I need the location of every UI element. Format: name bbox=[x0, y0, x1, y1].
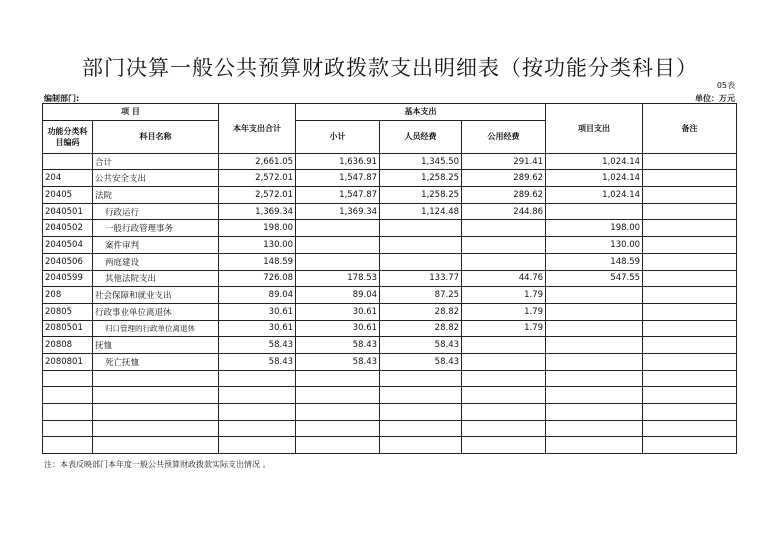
cell-name: 归口管理的行政单位离退休 bbox=[93, 320, 219, 337]
cell-project: 130.00 bbox=[546, 237, 643, 254]
cell-total bbox=[219, 420, 296, 437]
cell-project bbox=[546, 370, 643, 387]
cell-subtotal bbox=[296, 387, 380, 404]
cell-subtotal bbox=[296, 437, 380, 454]
cell-subtotal bbox=[296, 253, 380, 270]
cell-code bbox=[43, 420, 93, 437]
cell-name bbox=[93, 437, 219, 454]
cell-public bbox=[462, 237, 546, 254]
cell-project bbox=[546, 404, 643, 421]
header-total: 本年支出合计 bbox=[219, 104, 296, 154]
cell-code bbox=[43, 370, 93, 387]
cell-personnel bbox=[380, 437, 462, 454]
cell-personnel: 1,124.48 bbox=[380, 203, 462, 220]
header-subtotal: 小计 bbox=[296, 120, 380, 153]
cell-project: 547.55 bbox=[546, 270, 643, 287]
cell-personnel: 133.77 bbox=[380, 270, 462, 287]
cell-total bbox=[219, 437, 296, 454]
cell-code: 208 bbox=[43, 287, 93, 304]
table-row bbox=[43, 220, 737, 237]
cell-total: 1,369.34 bbox=[219, 203, 296, 220]
cell-code: 2080801 bbox=[43, 353, 93, 370]
expenditure-table bbox=[42, 103, 737, 454]
cell-total: 89.04 bbox=[219, 287, 296, 304]
cell-total bbox=[219, 370, 296, 387]
cell-subtotal: 1,636.91 bbox=[296, 153, 380, 170]
cell-public bbox=[462, 353, 546, 370]
cell-project: 1,024.14 bbox=[546, 170, 643, 187]
cell-code bbox=[43, 387, 93, 404]
cell-remark bbox=[643, 153, 737, 170]
cell-total: 148.59 bbox=[219, 253, 296, 270]
cell-project bbox=[546, 320, 643, 337]
page-title: 部门决算一般公共预算财政拨款支出明细表（按功能分类科目） bbox=[82, 56, 698, 80]
cell-personnel bbox=[380, 370, 462, 387]
cell-subtotal: 1,547.87 bbox=[296, 187, 380, 204]
header-public: 公用经费 bbox=[462, 120, 546, 153]
table-row bbox=[43, 170, 737, 187]
cell-remark bbox=[643, 287, 737, 304]
cell-remark bbox=[643, 437, 737, 454]
footnote: 注：本表反映部门本年度一般公共预算财政拨款实际支出情况 。 bbox=[44, 460, 271, 469]
cell-total: 30.61 bbox=[219, 303, 296, 320]
cell-total: 2,572.01 bbox=[219, 170, 296, 187]
cell-project: 148.59 bbox=[546, 253, 643, 270]
cell-project bbox=[546, 420, 643, 437]
cell-total bbox=[219, 404, 296, 421]
cell-name: 抚恤 bbox=[93, 337, 219, 354]
cell-name bbox=[93, 387, 219, 404]
cell-remark bbox=[643, 320, 737, 337]
cell-remark bbox=[643, 303, 737, 320]
cell-name: 公共安全支出 bbox=[93, 170, 219, 187]
cell-code: 20808 bbox=[43, 337, 93, 354]
cell-public bbox=[462, 387, 546, 404]
cell-remark bbox=[643, 220, 737, 237]
cell-code: 20405 bbox=[43, 187, 93, 204]
table-row bbox=[43, 420, 737, 437]
cell-public bbox=[462, 420, 546, 437]
cell-personnel: 1,258.25 bbox=[380, 170, 462, 187]
cell-subtotal bbox=[296, 237, 380, 254]
cell-name: 行政事业单位离退休 bbox=[93, 303, 219, 320]
table-row bbox=[43, 337, 737, 354]
cell-public: 1.79 bbox=[462, 287, 546, 304]
cell-public: 1.79 bbox=[462, 303, 546, 320]
cell-personnel bbox=[380, 237, 462, 254]
cell-project bbox=[546, 337, 643, 354]
header-remark: 备注 bbox=[643, 104, 737, 154]
cell-project bbox=[546, 203, 643, 220]
cell-name: 其他法院支出 bbox=[93, 270, 219, 287]
cell-code: 2080501 bbox=[43, 320, 93, 337]
cell-code: 20805 bbox=[43, 303, 93, 320]
table-row bbox=[43, 153, 737, 170]
cell-project bbox=[546, 437, 643, 454]
cell-public: 244.86 bbox=[462, 203, 546, 220]
cell-code: 204 bbox=[43, 170, 93, 187]
cell-total: 726.08 bbox=[219, 270, 296, 287]
cell-personnel: 87.25 bbox=[380, 287, 462, 304]
cell-remark bbox=[643, 420, 737, 437]
cell-remark bbox=[643, 270, 737, 287]
header-code: 功能分类科目编码 bbox=[43, 120, 93, 153]
cell-remark bbox=[643, 170, 737, 187]
cell-project bbox=[546, 287, 643, 304]
cell-name: 死亡抚恤 bbox=[93, 353, 219, 370]
cell-public bbox=[462, 370, 546, 387]
cell-code bbox=[43, 153, 93, 170]
cell-total: 2,572.01 bbox=[219, 187, 296, 204]
cell-code: 2040501 bbox=[43, 203, 93, 220]
cell-public: 44.76 bbox=[462, 270, 546, 287]
form-code: 05表 bbox=[716, 81, 735, 90]
header-item: 项 目 bbox=[43, 104, 219, 121]
dept-label: 编制部门: bbox=[44, 94, 80, 103]
cell-public: 1.79 bbox=[462, 320, 546, 337]
header-basic: 基本支出 bbox=[296, 104, 546, 121]
cell-remark bbox=[643, 404, 737, 421]
cell-subtotal: 30.61 bbox=[296, 320, 380, 337]
table-row bbox=[43, 370, 737, 387]
table-row bbox=[43, 320, 737, 337]
cell-personnel bbox=[380, 420, 462, 437]
table-row bbox=[43, 203, 737, 220]
header-name: 科目名称 bbox=[93, 120, 219, 153]
cell-public bbox=[462, 220, 546, 237]
cell-personnel: 58.43 bbox=[380, 337, 462, 354]
cell-subtotal: 58.43 bbox=[296, 353, 380, 370]
cell-name bbox=[93, 404, 219, 421]
table-row bbox=[43, 387, 737, 404]
cell-total: 2,661.05 bbox=[219, 153, 296, 170]
cell-remark bbox=[643, 337, 737, 354]
cell-personnel: 58.43 bbox=[380, 353, 462, 370]
cell-personnel bbox=[380, 387, 462, 404]
cell-total: 130.00 bbox=[219, 237, 296, 254]
cell-subtotal: 30.61 bbox=[296, 303, 380, 320]
cell-subtotal: 178.53 bbox=[296, 270, 380, 287]
cell-public bbox=[462, 337, 546, 354]
cell-total: 58.43 bbox=[219, 337, 296, 354]
table-row bbox=[43, 287, 737, 304]
cell-code bbox=[43, 404, 93, 421]
cell-personnel: 1,345.50 bbox=[380, 153, 462, 170]
table-row bbox=[43, 237, 737, 254]
cell-name: 行政运行 bbox=[93, 203, 219, 220]
cell-total: 198.00 bbox=[219, 220, 296, 237]
cell-name bbox=[93, 420, 219, 437]
cell-subtotal: 1,369.34 bbox=[296, 203, 380, 220]
cell-public: 289.62 bbox=[462, 187, 546, 204]
cell-subtotal: 89.04 bbox=[296, 287, 380, 304]
cell-subtotal bbox=[296, 370, 380, 387]
cell-public: 289.62 bbox=[462, 170, 546, 187]
cell-remark bbox=[643, 203, 737, 220]
cell-name bbox=[93, 370, 219, 387]
cell-project: 198.00 bbox=[546, 220, 643, 237]
cell-personnel: 1,258.25 bbox=[380, 187, 462, 204]
cell-subtotal bbox=[296, 420, 380, 437]
header-project: 项目支出 bbox=[546, 104, 643, 154]
cell-name: 两庭建设 bbox=[93, 253, 219, 270]
header-personnel: 人员经费 bbox=[380, 120, 462, 153]
table-row bbox=[43, 253, 737, 270]
cell-subtotal bbox=[296, 220, 380, 237]
table-row bbox=[43, 303, 737, 320]
cell-remark bbox=[643, 187, 737, 204]
cell-total: 30.61 bbox=[219, 320, 296, 337]
table-row bbox=[43, 353, 737, 370]
cell-name: 法院 bbox=[93, 187, 219, 204]
cell-project bbox=[546, 387, 643, 404]
cell-subtotal bbox=[296, 404, 380, 421]
header-row-1 bbox=[43, 104, 737, 121]
cell-subtotal: 1,547.87 bbox=[296, 170, 380, 187]
cell-remark bbox=[643, 253, 737, 270]
cell-remark bbox=[643, 353, 737, 370]
table-row bbox=[43, 270, 737, 287]
cell-public bbox=[462, 404, 546, 421]
table-row bbox=[43, 404, 737, 421]
cell-public: 291.41 bbox=[462, 153, 546, 170]
cell-project bbox=[546, 353, 643, 370]
cell-personnel: 28.82 bbox=[380, 320, 462, 337]
cell-code bbox=[43, 437, 93, 454]
cell-code: 2040502 bbox=[43, 220, 93, 237]
cell-project bbox=[546, 303, 643, 320]
cell-name: 社会保障和就业支出 bbox=[93, 287, 219, 304]
table-row bbox=[43, 187, 737, 204]
cell-name: 一般行政管理事务 bbox=[93, 220, 219, 237]
cell-code: 2040506 bbox=[43, 253, 93, 270]
cell-remark bbox=[643, 387, 737, 404]
cell-project: 1,024.14 bbox=[546, 187, 643, 204]
cell-personnel bbox=[380, 253, 462, 270]
cell-public bbox=[462, 437, 546, 454]
cell-personnel bbox=[380, 220, 462, 237]
cell-personnel bbox=[380, 404, 462, 421]
unit-label: 单位：万元 bbox=[695, 94, 735, 103]
cell-code: 2040599 bbox=[43, 270, 93, 287]
cell-project: 1,024.14 bbox=[546, 153, 643, 170]
cell-code: 2040504 bbox=[43, 237, 93, 254]
cell-subtotal: 58.43 bbox=[296, 337, 380, 354]
cell-total: 58.43 bbox=[219, 353, 296, 370]
cell-name: 合计 bbox=[93, 153, 219, 170]
table-row bbox=[43, 437, 737, 454]
cell-remark bbox=[643, 237, 737, 254]
cell-personnel: 28.82 bbox=[380, 303, 462, 320]
cell-total bbox=[219, 387, 296, 404]
cell-remark bbox=[643, 370, 737, 387]
cell-name: 案件审判 bbox=[93, 237, 219, 254]
cell-public bbox=[462, 253, 546, 270]
